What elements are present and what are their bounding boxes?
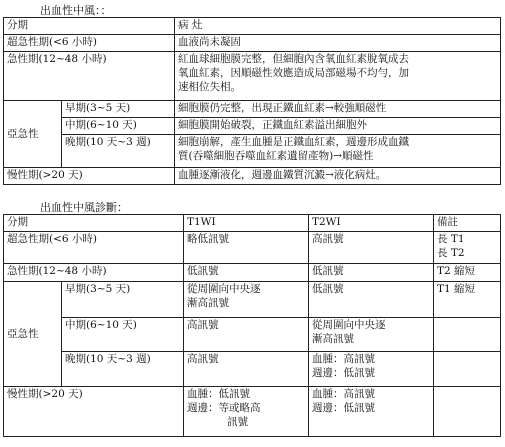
header-stage: 分期 — [4, 18, 175, 35]
header-lesion: 病 灶 — [175, 18, 501, 35]
table-header-row — [4, 18, 501, 35]
t1wi-line: 血腫：低訊號 — [187, 388, 250, 400]
lesion-line: 紅血球細胞膜完整，但細胞內含氧血紅素脫氧成去 — [178, 53, 409, 65]
stage-cell: 慢性期(>20 天) — [4, 168, 175, 185]
table-row — [4, 118, 501, 135]
t1wi-cell: 高訊號 — [184, 352, 309, 387]
t1wi-cell: 略低訊號 — [184, 232, 309, 264]
stroke-stage-lesion-table — [3, 17, 501, 185]
heading-hemorrhagic-stroke-diagnosis: 出血性中風診斷： — [40, 201, 128, 214]
stage-cell: 急性期(12~48 小時) — [4, 264, 184, 282]
t1wi-line: 漸高訊號 — [187, 297, 229, 309]
table-header-row — [4, 215, 501, 232]
note-cell — [434, 232, 501, 264]
header-note: 備註 — [434, 215, 501, 232]
t2wi-cell — [309, 387, 434, 437]
note-cell — [434, 387, 501, 437]
stroke-diagnosis-table — [3, 214, 501, 437]
note-cell — [434, 352, 501, 387]
t1wi-cell: 低訊號 — [184, 264, 309, 282]
table-row — [4, 101, 501, 118]
stage-cell: 超急性期(<6 小時) — [4, 232, 184, 264]
stage-cell: 晚期(10 天~3 週) — [62, 352, 184, 387]
t2wi-line: 週邊：低訊號 — [312, 367, 375, 379]
t2wi-cell: 低訊號 — [309, 282, 434, 318]
table-row — [4, 135, 501, 168]
note-cell — [434, 318, 501, 352]
table-row — [4, 52, 501, 101]
header-t1wi: T1WI — [184, 215, 309, 232]
stage-cell: 晚期(10 天~3 週) — [62, 135, 175, 168]
table-row — [4, 35, 501, 52]
lesion-cell: 細胞膜仍完整，出現正鐵血紅素→較強順磁性 — [175, 101, 501, 118]
header-stage: 分期 — [4, 215, 184, 232]
table-row — [4, 168, 501, 185]
t2wi-cell — [309, 352, 434, 387]
t2wi-line: 血腫：高訊號 — [312, 388, 375, 400]
t1wi-cell — [184, 282, 309, 318]
note-cell: T1 縮短 — [434, 282, 501, 318]
t2wi-line: 漸高訊號 — [312, 333, 354, 345]
table-row — [4, 282, 501, 318]
lesion-line: 速相位失相。 — [178, 81, 241, 93]
t2wi-cell — [309, 318, 434, 352]
t2wi-cell: 低訊號 — [309, 264, 434, 282]
subacute-group-cell: 亞急性 — [4, 101, 62, 168]
stage-cell: 中期(6~10 天) — [62, 118, 175, 135]
stage-cell: 急性期(12~48 小時) — [4, 52, 175, 101]
table-row — [4, 264, 501, 282]
t1wi-line: 訊號 — [227, 416, 248, 428]
t1wi-line: 從周圍向中央逐 — [187, 283, 261, 295]
t2wi-line: 血腫：高訊號 — [312, 353, 375, 365]
note-line: 長 T1 — [437, 233, 465, 245]
stage-cell: 中期(6~10 天) — [62, 318, 184, 352]
lesion-line: 細胞崩解，產生血腫是正鐵血紅素，週邊形成血鐵 — [178, 136, 409, 148]
t2wi-cell: 高訊號 — [309, 232, 434, 264]
t1wi-cell: 高訊號 — [184, 318, 309, 352]
subacute-group-cell: 亞急性 — [4, 282, 62, 387]
table-row — [4, 318, 501, 352]
stage-cell: 早期(3~5 天) — [62, 101, 175, 118]
t2wi-line: 從周圍向中央逐 — [312, 319, 386, 331]
table-row — [4, 232, 501, 264]
t1wi-line: 週邊：等或略高 — [187, 402, 261, 414]
lesion-cell — [175, 52, 501, 101]
table-row — [4, 352, 501, 387]
stage-cell: 慢性期(>20 天) — [4, 387, 184, 437]
stage-cell: 早期(3~5 天) — [62, 282, 184, 318]
t1wi-cell — [184, 387, 309, 437]
note-line: 長 T2 — [437, 247, 465, 259]
table-row — [4, 387, 501, 437]
t2wi-line: 週邊：低訊號 — [312, 402, 375, 414]
lesion-cell: 血液尚未凝固 — [175, 35, 501, 52]
lesion-cell — [175, 135, 501, 168]
lesion-cell: 細胞膜開始破裂，正鐵血紅素溢出細胞外 — [175, 118, 501, 135]
note-cell: T2 縮短 — [434, 264, 501, 282]
lesion-line: 氧血紅素，因順磁性效應造成局部磁場不均勻，加 — [178, 67, 409, 79]
header-t2wi: T2WI — [309, 215, 434, 232]
lesion-line: 質(吞噬細胞吞噬血紅素遺留產物)→順磁性 — [178, 150, 374, 162]
stage-cell: 超急性期(<6 小時) — [4, 35, 175, 52]
lesion-cell: 血腫逐漸液化，週邊血鐵質沉澱→液化病灶。 — [175, 168, 501, 185]
heading-hemorrhagic-stroke: 出血性中風：： — [40, 4, 112, 17]
